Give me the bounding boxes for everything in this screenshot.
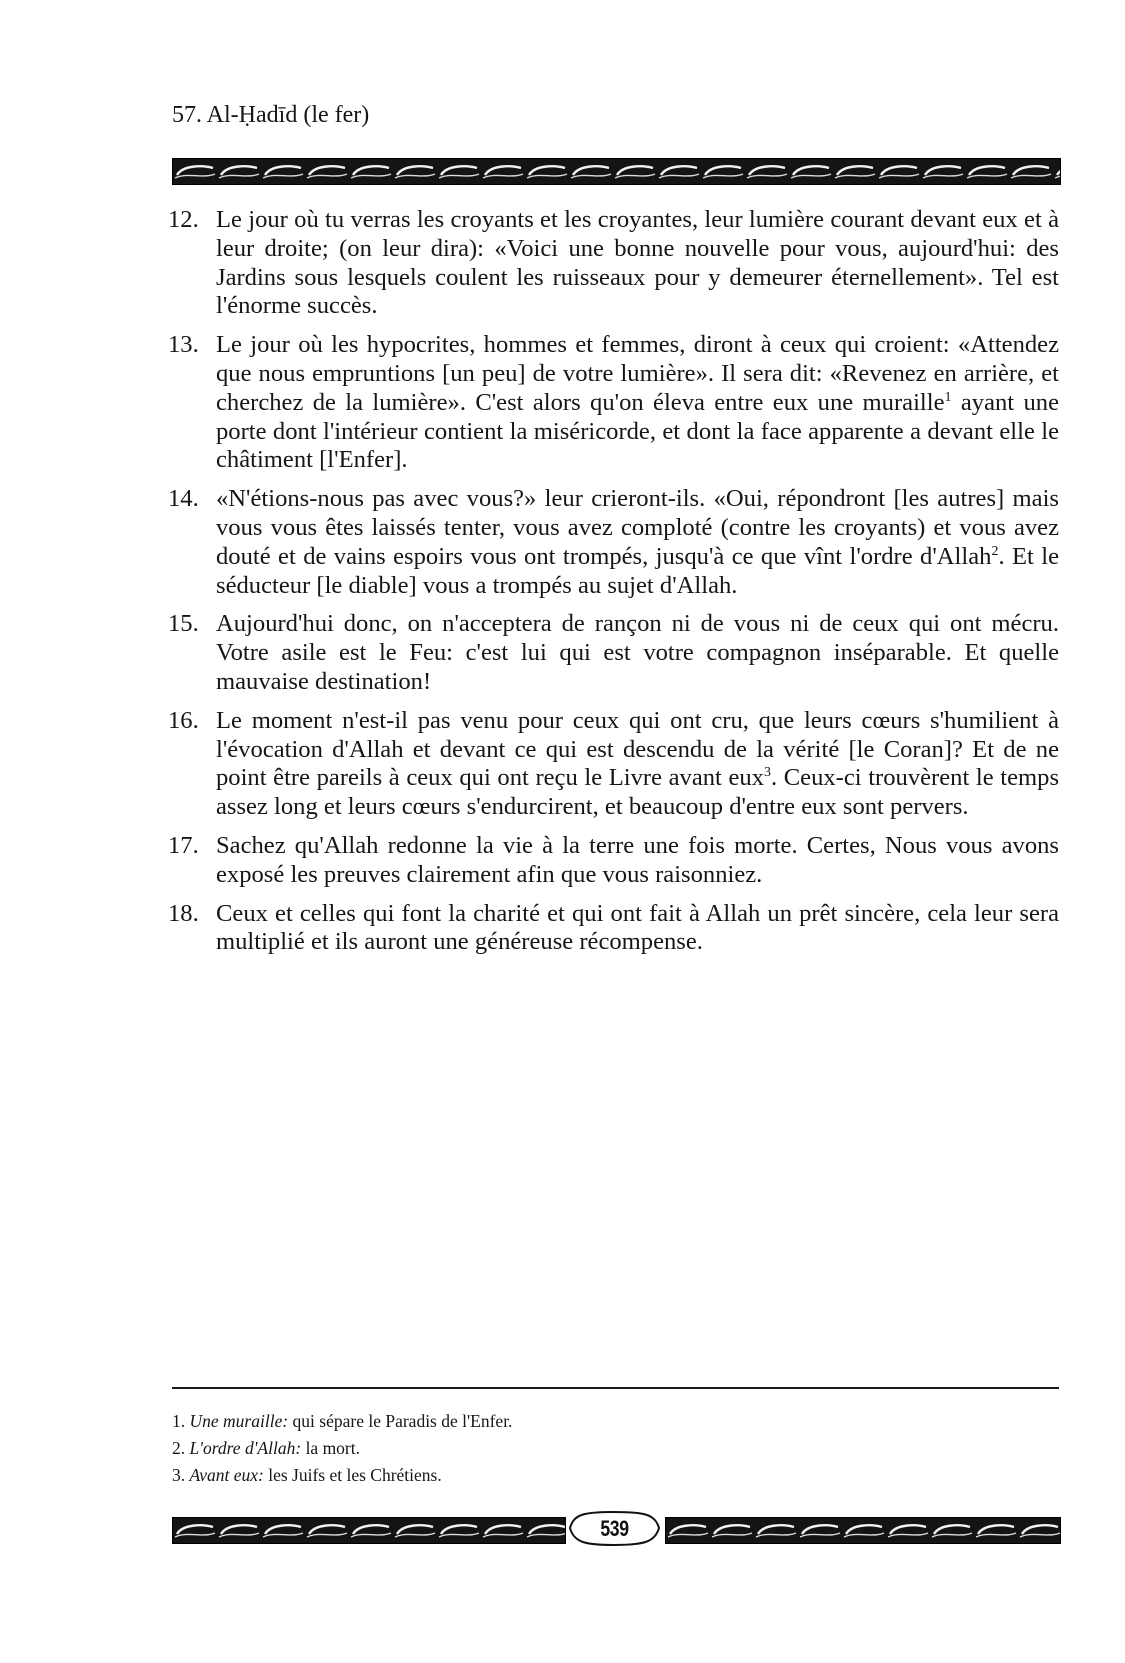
decorative-chain-band-top [172,158,1061,185]
verse-list [168,206,1059,967]
footnote-number: 2. [172,1438,186,1458]
footnote-divider [172,1387,1059,1389]
verse-text: Ceux et celles qui font la charité et qui ont fait à Allah un prêt sincère, cela leur sera multiplié et ils auront une généreuse récompense. [216,899,1059,956]
footnote-number: 3. [172,1465,186,1485]
footnote-1 [172,1408,1059,1435]
footnote-3 [172,1462,1059,1489]
footnote-2 [172,1435,1059,1462]
footnote-ref-3[interactable]: 3 [764,765,771,781]
footnote-term: Une muraille: [189,1411,289,1431]
decorative-chain-band-bottom-right [665,1517,1061,1544]
verse-number: 15. [168,610,199,638]
verse-12 [168,206,1059,321]
verse-text: Le jour où les hypocrites, hommes et femmes, diront à ceux qui croient: «Attendez que nous empruntions [un peu] de votre lumière». Il sera dit: «Revenez en arrière, et cherchez de la lumière». C'est alors qu'on éleva entre eux une muraille [216,331,1059,416]
verse-13 [168,331,1059,475]
page-number: 539 [600,1516,629,1541]
footnote-text: les Juifs et les Chrétiens. [263,1465,442,1485]
verse-number: 13. [168,331,199,359]
verse-text: Aujourd'hui donc, on n'acceptera de rançon ni de vous ni de ceux qui ont mécru. Votre asile est le Feu: c'est lui qui est votre compagnon inséparable. Et quelle mauvaise destination! [216,610,1059,695]
verse-text: Le moment n'est-il pas venu pour ceux qui ont cru, que leurs cœurs s'humilient à l'évocation d'Allah et devant ce qui est descendu de la vérité [le Coran]? Et de ne point être pareils à ceux qui ont reçu le Livre avant eux [216,706,1059,792]
verse-14 [168,485,1059,600]
footnote-text: qui sépare le Paradis de l'Enfer. [288,1411,513,1431]
footnote-list [172,1408,1059,1489]
page-header-title: 57. Al-Ḥadīd (le fer) [172,102,370,128]
verse-18 [168,900,1059,958]
verse-17 [168,832,1059,890]
footnote-number: 1. [172,1411,186,1431]
verse-15 [168,610,1059,696]
footnote-ref-1[interactable]: 1 [944,389,952,405]
verse-number: 12. [168,206,199,233]
verse-number: 16. [168,706,199,734]
verse-text: «N'étions-nous pas avec vous?» leur crieront-ils. «Oui, répondront [les autres] mais vous vous êtes laissés tenter, vous avez comploté (contre les croyants) et vous avez douté et de vains espoirs vous ont trompés, jusqu'à ce que vînt l'ordre d'Allah [216,485,1059,570]
footnote-text: la mort. [301,1438,360,1458]
decorative-chain-band-bottom-left [172,1517,566,1544]
verse-16 [168,707,1059,822]
footnote-ref-2[interactable]: 2 [991,543,999,559]
verse-number: 14. [168,485,199,513]
verse-text: . Ceux-ci trouvèrent le temps assez long et leurs cœurs s'endurcirent, et beaucoup d'entre eux sont pervers. [216,764,1060,821]
verse-number: 18. [168,899,199,927]
verse-text: Sachez qu'Allah redonne la vie à la terre une fois morte. Certes, Nous vous avons exposé les preuves clairement afin que vous raisonniez. [216,831,1059,888]
verse-text: Le jour où tu verras les croyants et les croyantes, leur lumière courant devant eux et à leur droite; (on leur dira): «Voici une bonne nouvelle pour vous, aujourd'hui: des Jardins sous lesquels coulent les ruisseaux pour y demeurer éternellement». Tel est l'énorme succès. [216,206,1059,320]
verse-text: ayant une porte dont l'intérieur contient la miséricorde, et dont la face apparente a devant elle le châtiment [l'Enfer]. [216,388,1060,474]
verse-text: . Et le séducteur [le diable] vous a trompés au sujet d'Allah. [216,542,1059,599]
footnote-term: L'ordre d'Allah: [189,1438,302,1458]
footnote-term: Avant eux: [189,1465,264,1485]
verse-number: 17. [168,831,199,859]
